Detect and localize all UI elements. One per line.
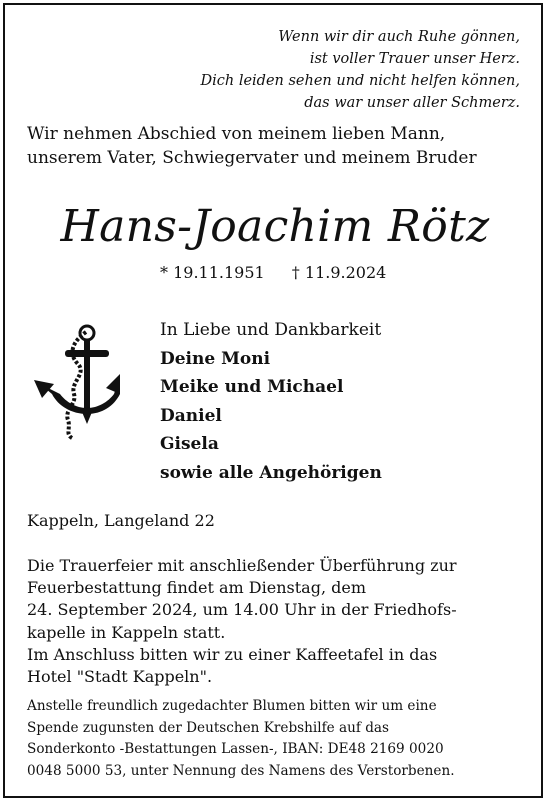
poem-line: ist voller Trauer unser Herz. xyxy=(309,51,520,67)
family-member: Meike und Michael xyxy=(160,377,344,397)
service-line: Die Trauerfeier mit anschließender Überführung zur xyxy=(27,556,457,575)
service-line: kapelle in Kappeln statt. xyxy=(27,622,226,642)
address: Kappeln, Langeland 22 xyxy=(27,511,215,530)
poem-line: Dich leiden sehen und nicht helfen können, xyxy=(200,73,520,89)
poem-line: das war unser aller Schmerz. xyxy=(304,95,520,111)
service-details xyxy=(27,555,527,688)
family-member: Gisela xyxy=(160,434,219,454)
donation-note xyxy=(27,696,537,782)
family-member: Deine Moni xyxy=(160,348,271,369)
service-line: Im Anschluss bitten wir zu einer Kaffeetafel in das xyxy=(27,644,438,664)
family-list xyxy=(160,316,382,487)
family-member: sowie alle Angehörigen xyxy=(160,462,382,483)
life-dates xyxy=(160,262,386,284)
anchor-icon xyxy=(32,322,122,440)
farewell-intro xyxy=(27,122,477,170)
service-line: 24. September 2024, um 14.00 Uhr in der Friedhofs- xyxy=(27,600,457,620)
donation-line: Sonderkonto -Bestattungen Lassen-, IBAN: DE48 2169 0020 xyxy=(27,741,444,757)
deceased-name: Hans-Joachim Rötz xyxy=(60,201,490,252)
intro-line: unserem Vater, Schwiegervater und meinem Bruder xyxy=(27,148,477,168)
family-member: Daniel xyxy=(160,405,222,426)
service-line: Hotel "Stadt Kappeln". xyxy=(27,667,213,687)
service-line: Feuerbestattung findet am Dienstag, dem xyxy=(27,578,366,598)
donation-line: Spende zugunsten der Deutschen Krebshilfe auf das xyxy=(27,719,389,736)
intro-line: Wir nehmen Abschied von meinem lieben Mann, xyxy=(27,124,446,144)
death-date: † 11.9.2024 xyxy=(291,263,387,282)
poem xyxy=(200,26,520,114)
donation-line: 0048 5000 53, unter Nennung des Namens des Verstorbenen. xyxy=(27,762,455,779)
family-intro: In Liebe und Dankbarkeit xyxy=(160,320,382,340)
birth-date: * 19.11.1951 xyxy=(160,263,265,282)
poem-line: Wenn wir dir auch Ruhe gönnen, xyxy=(278,29,520,45)
donation-line: Anstelle freundlich zugedachter Blumen bitten wir um eine xyxy=(27,698,437,714)
